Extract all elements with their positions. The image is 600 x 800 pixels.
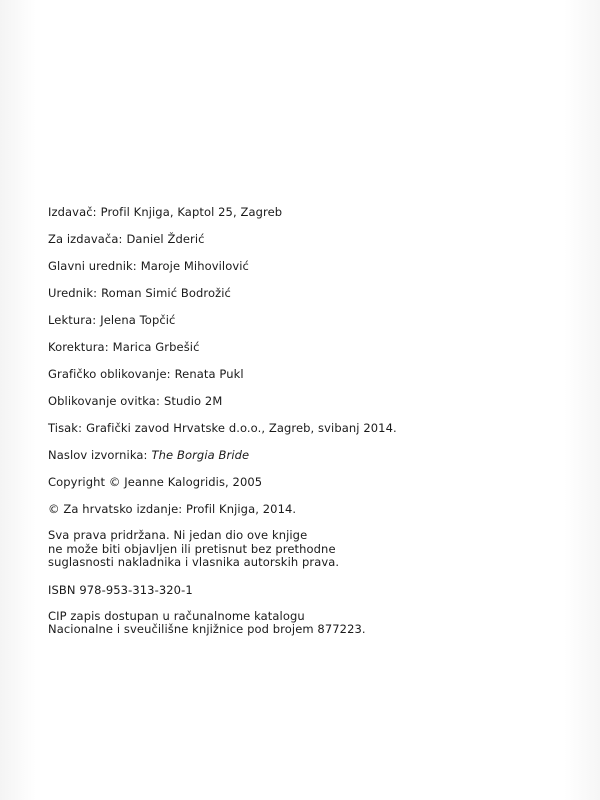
rights-notice-line: suglasnosti nakladnika i vlasnika autorskih prava. <box>48 555 340 569</box>
for-publisher-entry <box>48 232 568 246</box>
editor-in-chief-value: Maroje Mihovilović <box>140 259 249 273</box>
correction-value: Marica Grbešić <box>112 340 200 354</box>
cover-design-label: Oblikovanje ovitka : <box>48 394 160 408</box>
cover-design-entry <box>48 394 568 408</box>
copyright-original: Copyright © Jeanne Kalogridis, 2005 <box>48 475 263 489</box>
proofreading-entry <box>48 313 568 327</box>
editor-label: Urednik : <box>48 286 97 300</box>
rights-notice-line: ne može biti objavljen ili pretisnut bez prethodne <box>48 541 336 556</box>
editor-in-chief-label: Glavni urednik : <box>48 259 137 273</box>
proofreading-value: Jelena Topčić <box>100 313 176 327</box>
cover-design-value: Studio 2M <box>163 394 223 408</box>
editor-in-chief-entry <box>48 259 568 273</box>
original-title-label: Naslov izvornika : <box>48 448 148 462</box>
publisher-entry <box>48 205 568 219</box>
publisher-value: Profil Knjiga, Kaptol 25, Zagreb <box>100 205 283 219</box>
proofreading-label: Lektura : <box>48 313 96 327</box>
printing-value: Grafički zavod Hrvatske d.o.o., Zagreb, svibanj 2014. <box>86 421 397 435</box>
rights-notice <box>48 529 568 570</box>
cip-notice <box>48 610 568 637</box>
imprint-block <box>48 205 568 650</box>
for-publisher-label: Za izdavača : <box>48 232 122 246</box>
printing-entry <box>48 421 568 435</box>
cip-notice-line: CIP zapis dostupan u računalnome katalogu <box>48 608 305 623</box>
original-title-entry <box>48 448 568 462</box>
graphic-design-value: Renata Pukl <box>174 367 244 381</box>
original-title-value: The Borgia Bride <box>151 448 250 462</box>
publisher-label: Izdavač : <box>48 205 97 219</box>
printing-label: Tisak : <box>48 421 82 435</box>
correction-label: Korektura : <box>48 340 109 354</box>
editor-entry <box>48 286 568 300</box>
rights-notice-line: Sva prava pridržana. Ni jedan dio ove knjige <box>48 528 308 542</box>
for-publisher-value: Daniel Žderić <box>126 232 205 246</box>
editor-value: Roman Simić Bodrožić <box>101 286 231 300</box>
correction-entry <box>48 340 568 354</box>
graphic-design-entry <box>48 367 568 381</box>
isbn: ISBN 978-953-313-320-1 <box>48 582 193 597</box>
graphic-design-label: Grafičko oblikovanje : <box>48 367 171 381</box>
copyright-croatian: © Za hrvatsko izdanje: Profil Knjiga, 2014. <box>48 502 297 516</box>
cip-notice-line: Nacionalne i sveučilišne knjižnice pod brojem 877223. <box>48 622 366 636</box>
